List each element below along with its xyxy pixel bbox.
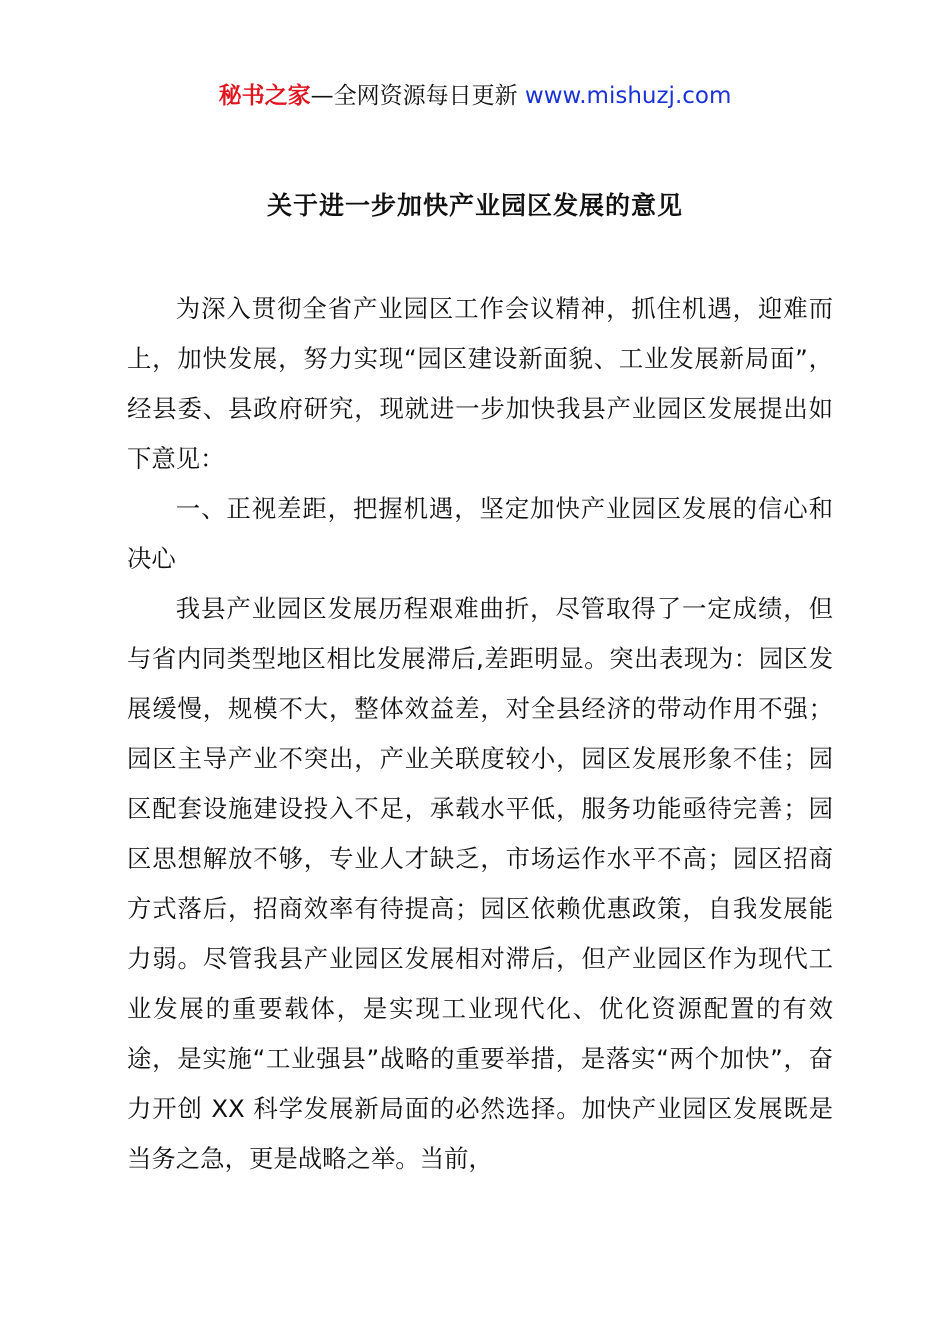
document-title: 关于进一步加快产业园区发展的意见 [266, 191, 683, 220]
header-tagline: —全网资源每日更新 [310, 83, 518, 109]
brand-name: 秘书之家 [218, 83, 311, 109]
site-url-link[interactable]: www.mishuzj.com [524, 83, 732, 109]
paragraph-section-1: 我县产业园区发展历程艰难曲折，尽管取得了一定成绩，但与省内同类型地区相比发展滞后,差距明显。突出表现为：园区发展缓慢，规模不大，整体效益差，对全县经济的带动作用不强；园区主导产业不突出，产业关联度较小，园区发展形象不佳；园区配套设施建设投入不足，承载水平低，服务功能亟待完善；园区思想解放不够，专业人才缺乏，市场运作水平不高；园区招商方式落后，招商效率有待提高；园区依赖优惠政策，自我发展能力弱。尽管我县产业园区发展相对滞后，但产业园区作为现代工业发展的重要载体，是实现工业现代化、优化资源配置的有效途，是实施“工业强县”战略的重要举措，是落实“两个加快”，奋力开创 XX 科学发展新局面的必然选择。加快产业园区发展既是当务之急，更是战略之举。当前， [127, 594, 833, 1173]
site-header [0, 80, 950, 112]
document-body [127, 284, 833, 1184]
paragraph-intro: 为深入贯彻全省产业园区工作会议精神，抓住机遇，迎难而上，加快发展，努力实现“园区建设新面貌、工业发展新局面”，经县委、县政府研究，现就进一步加快我县产业园区发展提出如下意见： [127, 294, 833, 473]
section-heading-1: 一、正视差距，把握机遇，坚定加快产业园区发展的信心和决心 [127, 494, 833, 573]
